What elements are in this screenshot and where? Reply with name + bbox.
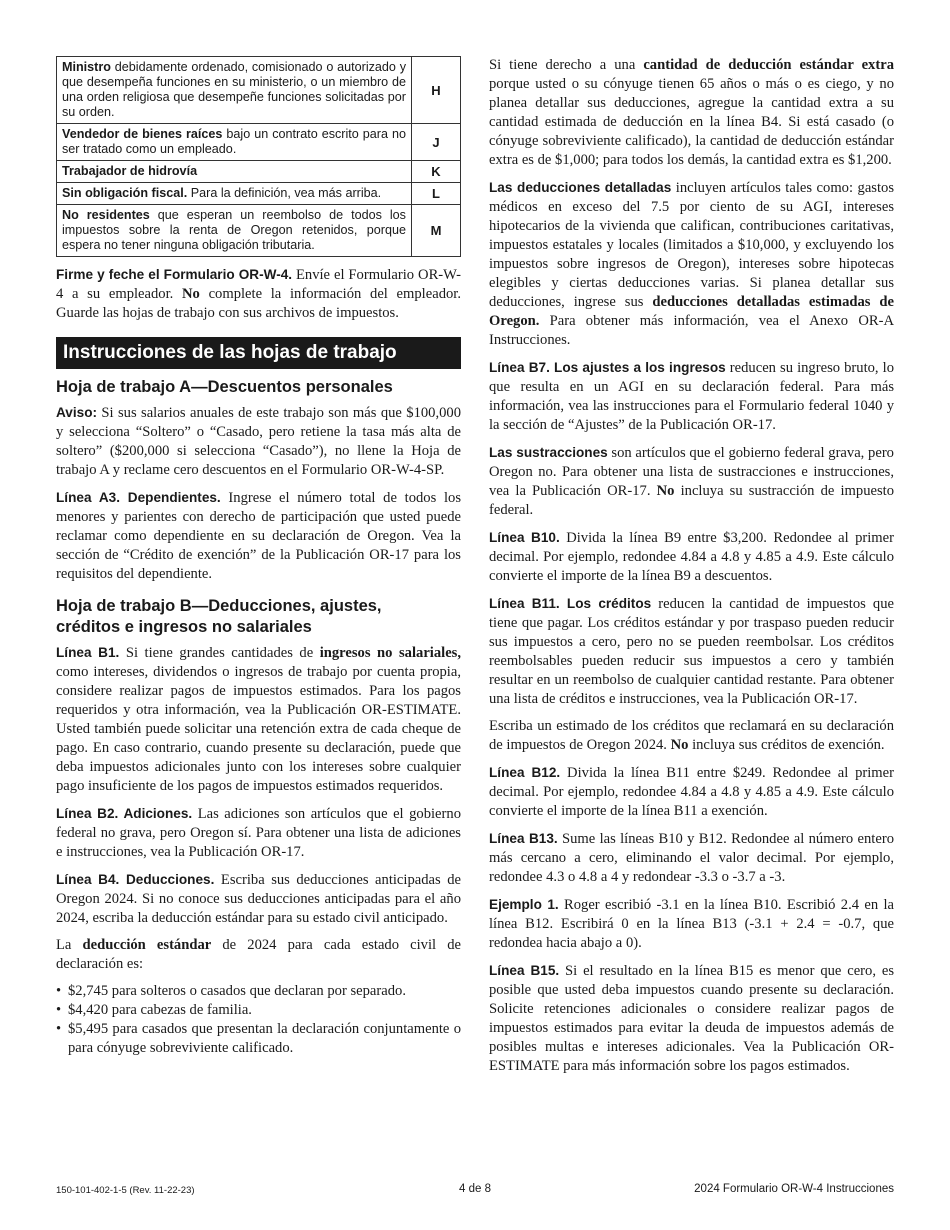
line-b4-paragraph: Línea B4. Deducciones. Escriba sus deducciones anticipadas de Oregon 2024. Si no conoce sus deducciones anticipadas para el año 2024, escriba la deducción estándar para su estado civil anticipado. bbox=[56, 872, 461, 926]
itemized-deductions-paragraph: Las deducciones detalladas incluyen artículos tales como: gastos médicos en exceso del 7.5 por ciento de su AGI, intereses hipotecarios de la vivienda que califican, contribuciones caritativas, impuestos estatales y locales (limitados a $10,000, y excluyendo los impuestos sobre ingresos de Oregon), intereses sobre hipotecas elegibles y ciertas deducciones varias. Si planea detallar sus deducciones, ingrese sus deducciones detalladas estimadas de Oregon. Para obtener más información, vea el Anexo OR-A Instrucciones. bbox=[489, 180, 895, 348]
line-b10-paragraph: Línea B10. Divida la línea B9 entre $3,200. Redondee al primer decimal. Por ejemplo, redondee 4.84 a 4.8 y 4.85 a 4.9. Este cálculo convierte el importe de la línea B9 a descuentos. bbox=[489, 530, 894, 584]
code-description: Trabajador de hidrovía bbox=[57, 161, 412, 183]
aviso-paragraph: Aviso: Si sus salarios anuales de este trabajo son más que $100,000 y selecciona “Soltero” o “Casado, pero retiene la tasa más alta de soltero” ($200,000 si selecciona “Casado”), no llene la Hoja de trabajo A y reclame cero descuentos en el Formulario OR-W-4-SP. bbox=[56, 405, 461, 478]
sign-paragraph: Firme y feche el Formulario OR-W-4. Envíe el Formulario OR-W-4 a su empleador. No complete la información del empleador. Guarde las hojas de trabajo con sus archivos de impuestos. bbox=[56, 267, 461, 321]
code-letter: M bbox=[412, 205, 461, 257]
extra-standard-deduction-paragraph: Si tiene derecho a una cantidad de deducción estándar extra porque usted o su cónyuge tienen 65 años o más o es ciego, y no planea detallar sus deducciones, agregue la cantidad extra a su cantidad estimada de deducción en la línea B4. Si está casado (o cónyuge sobreviviente calificado), la cantidad de deducción estándar extra es de $1,000; para todos los demás, la cantidad extra es $1,200. bbox=[489, 57, 894, 168]
standard-deduction-intro: La deducción estándar de 2024 para cada estado civil de declaración es: bbox=[56, 937, 462, 972]
line-b12-paragraph: Línea B12. Divida la línea B11 entre $249. Redondee al primer decimal. Por ejemplo, redondee 4.84 a 4.8 y 4.85 a 4.9. Este cálculo convierte el importe de la línea B11 a exención. bbox=[489, 765, 894, 819]
subtractions-paragraph: Las sustracciones son artículos que el gobierno federal grava, pero Oregon no. Para obtener una lista de sustracciones e instrucciones, vea la Publicación OR-17. No incluya su sustracción de impuesto federal. bbox=[489, 445, 894, 518]
line-b11-paragraph: Línea B11. Los créditos reducen la cantidad de impuestos que tiene que pagar. Los créditos estándar y por traspaso pueden reducir sus impuestos a cero, pero no se pueden reembolsar. Los créditos reembolsables pueden reducir sus impuestos a cero y también resultar en un reembolso de cualquier cantidad restante. Para obtener una lista de créditos e instrucciones, vea la Publicación OR-17. bbox=[489, 596, 894, 707]
code-description: Vendedor de bienes raíces bajo un contrato escrito para no ser tratado como un empleado. bbox=[57, 124, 412, 161]
table-row bbox=[57, 161, 461, 183]
standard-deduction-list bbox=[56, 982, 461, 1058]
line-b2-paragraph: Línea B2. Adiciones. Las adiciones son artículos que el gobierno federal no grava, pero Oregon sí. Para obtener una lista de adiciones e instrucciones, vea la Publicación OR-17. bbox=[56, 806, 461, 860]
code-description: Sin obligación fiscal. Para la definición, vea más arriba. bbox=[57, 183, 412, 205]
line-b7-paragraph: Línea B7. Los ajustes a los ingresos reducen su ingreso bruto, lo que resulta en un AGI en su declaración federal. Para más información, vea las instrucciones para el Formulario federal 1040 y la sección de “Ajustes” de la Publicación OR-17. bbox=[489, 360, 894, 433]
table-row bbox=[57, 57, 461, 124]
table-row bbox=[57, 183, 461, 205]
code-letter: K bbox=[412, 161, 461, 183]
credits-estimate-paragraph: Escriba un estimado de los créditos que reclamará en su declaración de impuestos de Oregon 2024. No incluya sus créditos de exención. bbox=[489, 718, 894, 753]
exemption-codes-table bbox=[56, 56, 461, 257]
right-column bbox=[489, 56, 894, 1084]
code-letter: J bbox=[412, 124, 461, 161]
table-row bbox=[57, 205, 461, 257]
example-1-paragraph: Ejemplo 1. Roger escribió -3.1 en la línea B10. Escribió 2.4 en la línea B12. Escribirá 0 en la línea B13 (-3.1 + 2.4 = -0.7, que redondea hacia abajo a 0). bbox=[489, 897, 894, 951]
page-number: 4 de 8 bbox=[459, 1183, 491, 1195]
worksheet-a-heading: Hoja de trabajo A—Descuentos personales bbox=[56, 378, 393, 396]
list-item: • $5,495 para casados que presentan la declaración conjuntamente o para cónyuge sobreviviente calificado. bbox=[56, 1020, 461, 1058]
table-row bbox=[57, 124, 461, 161]
section-title: Instrucciones de las hojas de trabajo bbox=[56, 337, 461, 369]
code-description: No residentes que esperan un reembolso de todos los impuestos sobre la renta de Oregon retenidos, porque espera no tener ninguna obligación tributaria. bbox=[57, 205, 412, 257]
line-b1-paragraph: Línea B1. Si tiene grandes cantidades de ingresos no salariales, como intereses, dividendos o ingresos de trabajo por cuenta propia, considere realizar pagos de impuestos estimados. Para los pagos requeridos y otra información, vea la Publicación OR-ESTIMATE. Usted también puede solicitar una retención extra de cada cheque de pago. En caso contrario, cuando presente su declaración, puede que deba impuestos adicionales junto con los intereses sobre cualquier pago insuficiente de los pagos de impuestos estimados requeridos. bbox=[56, 645, 462, 794]
line-a3-paragraph: Línea A3. Dependientes. Ingrese el número total de todos los menores y parientes con derecho de participación que usted puede reclamar como dependiente en su declaración de Oregon. Vea la sección de “Crédito de exención” de la Publicación OR-17 para los requisitos del dependiente. bbox=[56, 490, 462, 582]
footer-title: 2024 Formulario OR-W-4 Instrucciones bbox=[694, 1183, 894, 1195]
list-item: • $2,745 para solteros o casados que declaran por separado. bbox=[56, 982, 461, 1001]
left-column bbox=[56, 56, 461, 1066]
code-description: Ministro debidamente ordenado, comisionado o autorizado y que desempeña funciones en su ministerio, o un miembro de una orden religiosa que desempeñe funciones solicitadas por su orden. bbox=[57, 57, 412, 124]
line-b15-paragraph: Línea B15. Si el resultado en la línea B15 es menor que cero, es posible que usted deba impuestos cuando presente su declaración. Solicite retenciones adicionales o considere realizar pagos de impuestos estimados para evitar la deuda de impuestos además de posibles multas e intereses adicionales. Vea la Publicación OR-ESTIMATE para más información sobre los pagos estimados. bbox=[489, 963, 894, 1074]
code-letter: L bbox=[412, 183, 461, 205]
code-letter: H bbox=[412, 57, 461, 124]
worksheet-b-heading: Hoja de trabajo B—Deducciones, ajustes, créditos e ingresos no salariales bbox=[56, 597, 382, 636]
line-b13-paragraph: Línea B13. Sume las líneas B10 y B12. Redondee al número entero más cercano a cero, eliminando el valor decimal. Por ejemplo, redondee 4.3 o 4.8 a 4 y redondear -3.3 o -3.7 a -3. bbox=[489, 831, 894, 885]
form-number: 150-101-402-1-5 (Rev. 11-22-23) bbox=[56, 1185, 195, 1196]
page-footer bbox=[56, 1183, 894, 1199]
list-item: • $4,420 para cabezas de familia. bbox=[56, 1001, 461, 1020]
